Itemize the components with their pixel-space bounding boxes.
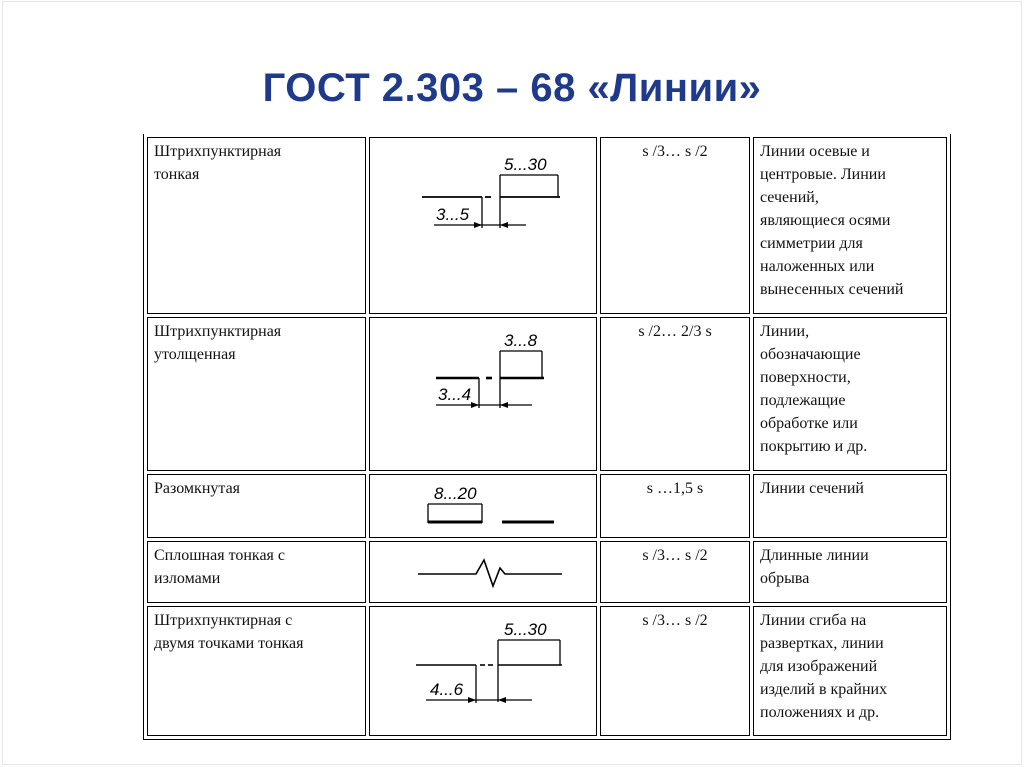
table-row: [147, 474, 947, 538]
thickness-cell: [600, 137, 750, 314]
thickness-cell: [600, 474, 750, 538]
thickness-value: s …1,5 s: [646, 480, 704, 497]
table-row: [147, 541, 947, 603]
line-drawing-cell: [369, 541, 597, 603]
table-row: [147, 317, 947, 471]
purpose-cell: [753, 474, 947, 538]
dimension-arrow: [471, 402, 479, 408]
zigzag-line: [418, 560, 562, 586]
line-drawing-cell: [369, 474, 597, 538]
dash-length-label: 5...30: [504, 155, 547, 174]
gap-length-label: 3...4: [438, 385, 472, 404]
dash-double-dot-diagram: [376, 609, 597, 733]
open-line-diagram: [376, 477, 597, 535]
dimension-arrow: [474, 222, 482, 228]
purpose-text: Линии сечений: [760, 480, 864, 497]
line-drawing-cell: [369, 137, 597, 314]
thickness-value: s /3… s /2: [642, 547, 708, 564]
dash-length-label: 3...8: [504, 331, 538, 350]
dimension-arrow: [468, 697, 476, 703]
line-name: Штрихпунктирная утолщенная: [154, 323, 282, 363]
line-drawing-cell: [369, 317, 597, 471]
line-name: Сплошная тонкая с изломами: [154, 547, 285, 587]
line-name-cell: [147, 541, 366, 603]
thickness-value: s /2… 2/3 s: [638, 323, 712, 340]
purpose-text: Линии осевые и центровые. Линии сечений, являющиеся осями симметрии для наложенных или вынесенных сечений: [760, 143, 904, 298]
dimension-arrow: [500, 402, 508, 408]
gap-length-label: 3...5: [436, 205, 470, 224]
line-name: Разомкнутая: [154, 480, 241, 497]
zigzag-line-diagram: [376, 544, 597, 600]
dimension-arrow: [498, 697, 506, 703]
purpose-text: Линии сгиба на развертках, линии для изображений изделий в крайних положениях и др.: [760, 612, 888, 721]
purpose-cell: [753, 606, 947, 736]
dash-length-label: 5...30: [504, 620, 547, 639]
gap-length-label: 4...6: [430, 680, 464, 699]
stroke-length-label: 8...20: [434, 484, 477, 503]
line-types-table: [143, 134, 951, 740]
dash-dot-thin-diagram: [376, 140, 597, 310]
purpose-cell: [753, 541, 947, 603]
line-name: Штрихпунктирная тонкая: [154, 143, 282, 183]
purpose-text: Длинные линии обрыва: [760, 547, 869, 587]
table-row: [147, 606, 947, 736]
purpose-text: Линии, обозначающие поверхности, подлежащие обработке или покрытию и др.: [760, 323, 868, 455]
table-row: [147, 137, 947, 314]
dash-dot-thick-diagram: [376, 320, 597, 468]
dimension-arrow: [500, 222, 508, 228]
line-name-cell: [147, 137, 366, 314]
line-name-cell: [147, 317, 366, 471]
purpose-cell: [753, 317, 947, 471]
thickness-cell: [600, 541, 750, 603]
purpose-cell: [753, 137, 947, 314]
line-name-cell: [147, 474, 366, 538]
line-drawing-cell: [369, 606, 597, 736]
thickness-value: s /3… s /2: [642, 143, 708, 160]
line-name: Штрихпунктирная с двумя точками тонкая: [154, 612, 304, 652]
thickness-cell: [600, 606, 750, 736]
thickness-value: s /3… s /2: [642, 612, 708, 629]
page-title: ГОСТ 2.303 – 68 «Линии»: [262, 66, 762, 110]
thickness-cell: [600, 317, 750, 471]
line-name-cell: [147, 606, 366, 736]
